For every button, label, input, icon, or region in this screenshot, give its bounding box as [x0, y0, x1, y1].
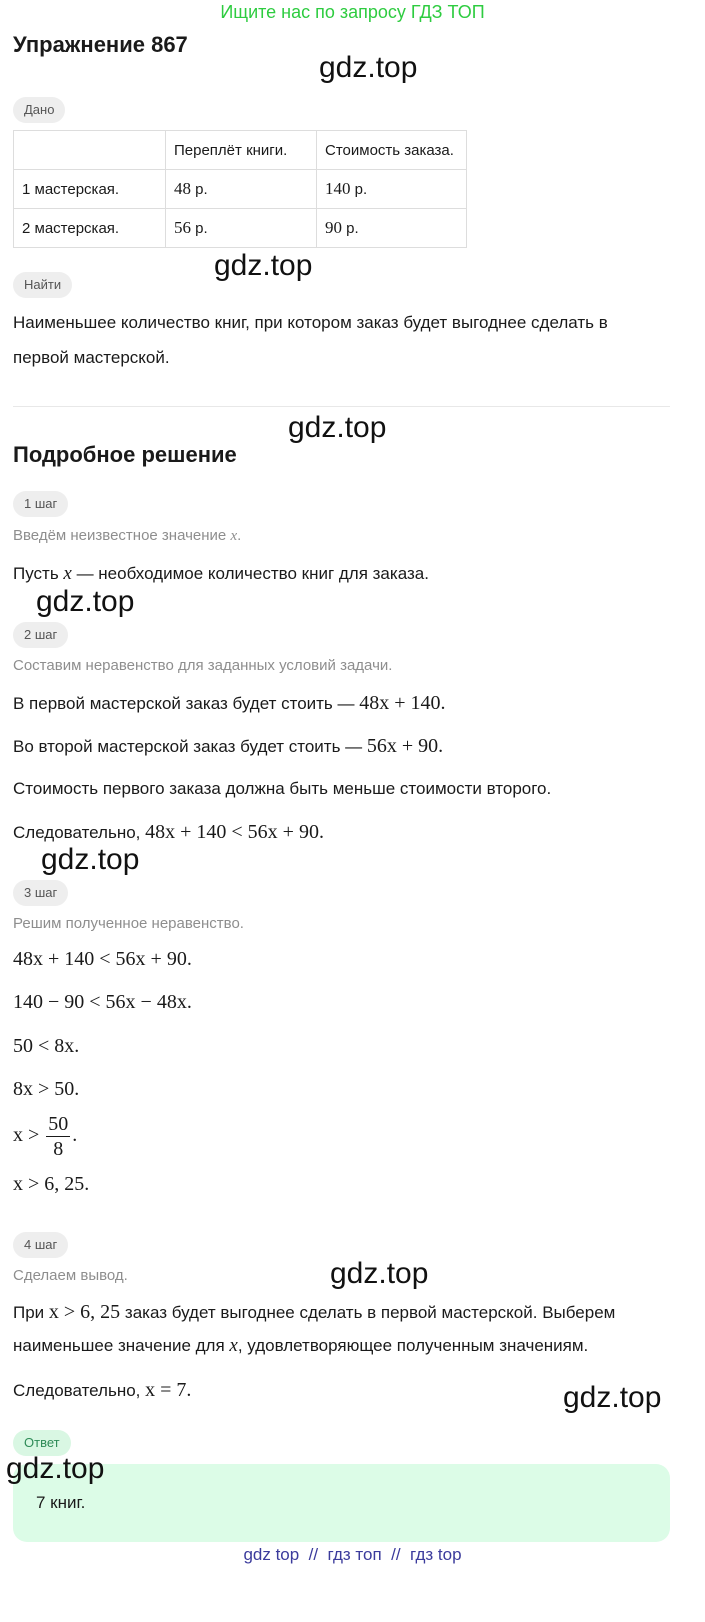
- answer-value: 7 книг.: [36, 1493, 86, 1512]
- math-end: .: [72, 1124, 78, 1147]
- step-pill: 1 шаг: [13, 491, 68, 517]
- table-cell-binding: [166, 170, 317, 209]
- step-4-hint: Сделаем вывод.: [13, 1267, 128, 1284]
- watermark: gdz.top: [563, 1381, 662, 1414]
- currency-unit: р.: [350, 181, 368, 198]
- math-expression: x = 7.: [145, 1379, 192, 1401]
- table-row: [14, 209, 467, 248]
- step-2-line: [13, 731, 443, 761]
- step-1-hint: [13, 525, 241, 547]
- math-line: x > 6, 25.: [13, 1173, 90, 1195]
- table-cell-binding: [166, 209, 317, 248]
- binding-value: 48: [174, 179, 191, 198]
- math-expression: x > 6, 25: [48, 1301, 121, 1323]
- text-part: Следовательно,: [13, 823, 146, 842]
- currency-unit: р.: [191, 181, 208, 198]
- text-part: — необходимое количество книг для заказа.: [71, 564, 429, 583]
- given-pill: Дано: [13, 97, 65, 123]
- step-2-line: Стоимость первого заказа должна быть меньше стоимости второго.: [13, 779, 552, 798]
- section-divider: [13, 406, 670, 407]
- solution-title: Подробное решение: [13, 442, 237, 467]
- step-4-label: [13, 1232, 68, 1258]
- watermark: gdz.top: [330, 1257, 429, 1290]
- math-var: x: [229, 1335, 238, 1356]
- text-part: Во второй мастерской заказ будет стоить —: [13, 737, 367, 756]
- step-pill: 4 шаг: [13, 1232, 68, 1258]
- binding-value: 56: [174, 218, 191, 237]
- footer-links[interactable]: gdz top // гдз топ // гдз top: [243, 1545, 462, 1564]
- step-4-line: [13, 1333, 588, 1359]
- table-cell-order: [317, 170, 467, 209]
- given-label: [13, 97, 65, 123]
- given-table: [13, 130, 467, 248]
- table-header-row: [14, 131, 467, 170]
- step-1-label: [13, 491, 68, 517]
- table-cell-order: [317, 209, 467, 248]
- text-part: наименьшее значение для: [13, 1336, 230, 1355]
- math-expression: 56x + 90.: [366, 735, 444, 757]
- answer-box: [13, 1464, 670, 1542]
- text-part: заказ будет выгоднее сделать в первой мастерской. Выберем: [120, 1303, 616, 1322]
- exercise-title: Упражнение 867: [13, 32, 188, 57]
- currency-unit: р.: [191, 220, 208, 237]
- text-part: При: [13, 1303, 49, 1322]
- text-part: В первой мастерской заказ будет стоить —: [13, 694, 360, 713]
- step-2-label: [13, 622, 68, 648]
- fraction: [46, 1112, 70, 1161]
- hint-end: .: [237, 527, 242, 544]
- table-header-cell: Переплёт книги.: [166, 131, 317, 170]
- text-part: , удовлетворяющее полученным значениям.: [237, 1336, 589, 1355]
- hint-text: Введём неизвестное значение: [13, 527, 231, 544]
- watermark: gdz.top: [41, 843, 140, 876]
- currency-unit: р.: [342, 220, 359, 237]
- find-pill: Найти: [13, 272, 72, 298]
- math-expression: 48x + 140.: [359, 692, 446, 714]
- watermark: gdz.top: [214, 249, 313, 282]
- find-text-line: Наименьшее количество книг, при котором заказ будет выгоднее сделать в: [13, 313, 608, 332]
- table-header-cell: Стоимость заказа.: [317, 131, 467, 170]
- watermark: gdz.top: [36, 585, 135, 618]
- watermark: gdz.top: [6, 1452, 105, 1485]
- table-cell-workshop: 1 мастерская.: [14, 170, 166, 209]
- find-label: [13, 272, 72, 298]
- math-expression: 48x + 140 < 56x + 90.: [145, 821, 324, 843]
- math-line-fraction: [13, 1112, 77, 1161]
- step-3-hint: Решим полученное неравенство.: [13, 915, 244, 932]
- step-3-label: [13, 880, 68, 906]
- find-text-line: первой мастерской.: [13, 348, 170, 367]
- order-value: 140: [325, 179, 351, 198]
- step-4-line: [13, 1375, 191, 1405]
- math-var: x: [63, 563, 72, 584]
- step-pill: 3 шаг: [13, 880, 68, 906]
- math-var: x: [230, 528, 238, 544]
- step-2-hint: Составим неравенство для заданных условий задачи.: [13, 657, 393, 674]
- watermark: gdz.top: [288, 411, 387, 444]
- text-part: Пусть: [13, 564, 64, 583]
- math-line: 50 < 8x.: [13, 1035, 80, 1057]
- fraction-denominator: 8: [53, 1138, 64, 1160]
- text-part: Следовательно,: [13, 1381, 146, 1400]
- answer-pill: Ответ: [13, 1430, 71, 1456]
- watermark: gdz.top: [319, 51, 418, 84]
- search-banner: Ищите нас по запросу ГДЗ ТОП: [220, 2, 485, 22]
- fraction-numerator: 50: [48, 1113, 69, 1135]
- table-row: [14, 170, 467, 209]
- table-header-cell: [14, 131, 166, 170]
- math-line: 48x + 140 < 56x + 90.: [13, 948, 192, 970]
- step-2-line: [13, 688, 446, 718]
- math-lhs: x >: [13, 1124, 45, 1147]
- step-4-line: [13, 1297, 615, 1327]
- step-pill: 2 шаг: [13, 622, 68, 648]
- math-line: 140 − 90 < 56x − 48x.: [13, 991, 192, 1013]
- order-value: 90: [325, 218, 342, 237]
- table-cell-workshop: 2 мастерская.: [14, 209, 166, 248]
- math-line: 8x > 50.: [13, 1078, 80, 1100]
